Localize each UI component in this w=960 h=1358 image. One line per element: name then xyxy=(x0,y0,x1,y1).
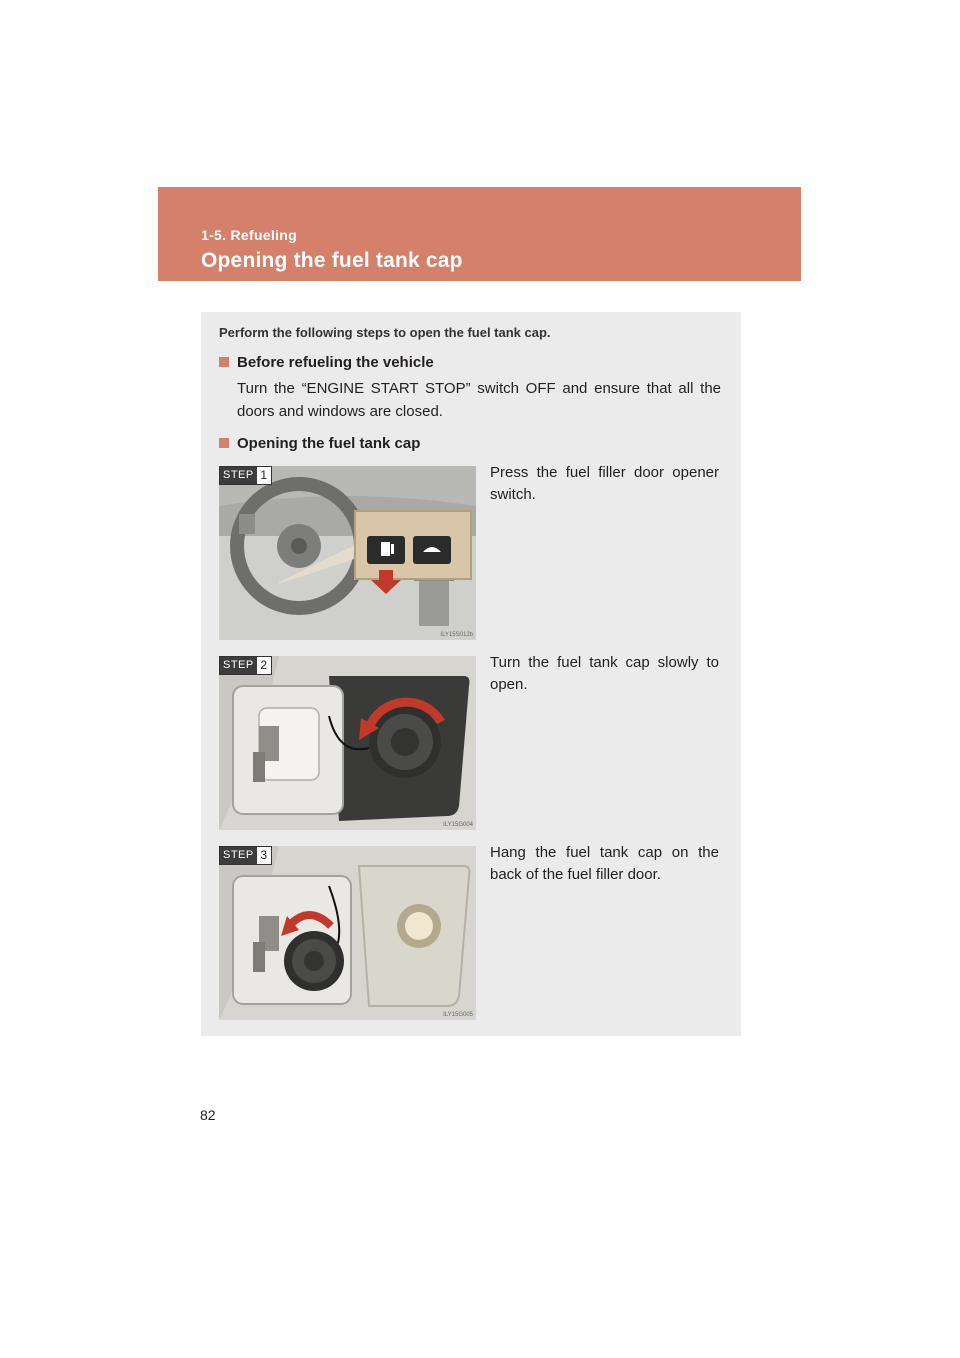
dashboard-illustration xyxy=(219,466,476,640)
step-2-text: Turn the fuel tank cap slowly to open. xyxy=(490,654,719,693)
subheading-opening-cap xyxy=(219,435,420,452)
step-2-illustration xyxy=(219,656,476,830)
page-number: 82 xyxy=(200,1107,216,1123)
subheading-label: Before refueling the vehicle xyxy=(237,354,434,371)
step-label: STEP xyxy=(220,657,257,674)
image-code: ILY15G005 xyxy=(443,1012,473,1018)
bullet-square-icon xyxy=(219,438,229,448)
step-1-illustration xyxy=(219,466,476,640)
step-number: 3 xyxy=(260,848,268,862)
step-number: 2 xyxy=(260,658,268,672)
image-code: ILY15G004 xyxy=(443,822,473,828)
step-1-text: Press the fuel filler door opener switch. xyxy=(490,464,719,503)
subheading-label: Opening the fuel tank cap xyxy=(237,435,421,452)
section-label: 1-5. Refueling xyxy=(201,227,297,243)
image-code: ILY15S012b xyxy=(440,632,473,638)
before-refueling-text: Turn the “ENGINE START STOP” switch OFF and ensure that all the doors and windows are closed. xyxy=(237,380,721,420)
fuel-cap-hung-illustration xyxy=(219,846,476,1020)
step-2-badge xyxy=(219,656,272,675)
content-panel xyxy=(201,312,741,1036)
step-label: STEP xyxy=(220,467,257,484)
step-label: STEP xyxy=(220,847,257,864)
section-header-band xyxy=(158,187,801,281)
intro-text: Perform the following steps to open the fuel tank cap. xyxy=(219,325,551,340)
bullet-square-icon xyxy=(219,357,229,367)
fuel-door-open-illustration xyxy=(219,656,476,830)
subheading-before-refueling xyxy=(219,354,434,371)
step-1-badge xyxy=(219,466,272,485)
page-title: Opening the fuel tank cap xyxy=(201,249,463,272)
step-3-illustration xyxy=(219,846,476,1020)
step-3-text: Hang the fuel tank cap on the back of the fuel filler door. xyxy=(490,844,719,883)
step-number: 1 xyxy=(260,468,268,482)
step-3-badge xyxy=(219,846,272,865)
